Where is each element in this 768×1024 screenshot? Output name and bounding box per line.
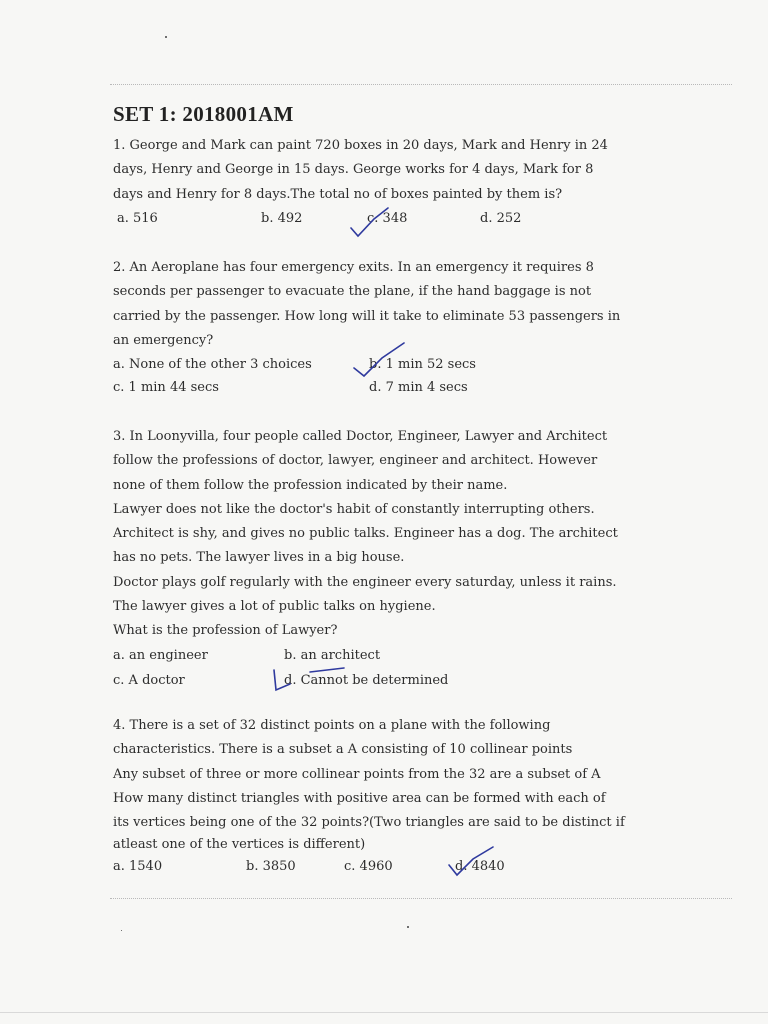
question-text-line: How many distinct triangles with positive area can be formed with each of (113, 790, 606, 806)
question-2 (113, 256, 673, 399)
question-text-line: Doctor plays golf regularly with the engineer every saturday, unless it rains. (113, 574, 617, 590)
option-b[interactable]: b. 492 (261, 210, 303, 226)
question-text-line: none of them follow the profession indicated by their name. (113, 477, 508, 493)
page-title: SET 1: 2018001AM (113, 102, 294, 126)
question-text-line: days and Henry for 8 days.The total no of boxes painted by them is? (113, 186, 563, 202)
question-text-line: 3. In Loonyvilla, four people called Doctor, Engineer, Lawyer and Architect (113, 429, 608, 444)
question-text-line: carried by the passenger. How long will it take to eliminate 53 passengers in (113, 308, 621, 324)
question-3 (113, 425, 673, 694)
option-c[interactable]: c. 4960 (344, 859, 393, 875)
bottom-rule (110, 898, 732, 899)
option-d[interactable]: d. Cannot be determined (284, 672, 449, 688)
option-a[interactable]: a. an engineer (113, 647, 208, 663)
question-text-line: What is the profession of Lawyer? (113, 623, 338, 639)
question-1 (113, 134, 673, 231)
options-row (113, 644, 673, 669)
question-4 (113, 714, 673, 879)
top-rule (110, 84, 732, 85)
question-text-line: Any subset of three or more collinear points from the 32 are a subset of A (113, 766, 601, 782)
question-text-line: days, Henry and George in 15 days. George works for 4 days, Mark for 8 (113, 162, 594, 178)
speck-mark (165, 36, 167, 38)
option-c[interactable]: c. 1 min 44 secs (113, 380, 219, 396)
page-edge (0, 1012, 768, 1013)
option-b[interactable]: b. 3850 (246, 859, 296, 875)
option-d[interactable]: d. 7 min 4 secs (369, 380, 468, 396)
question-text-line: atleast one of the vertices is different) (113, 837, 366, 853)
options-row (113, 855, 673, 879)
question-text-line: seconds per passenger to evacuate the plane, if the hand baggage is not (113, 284, 592, 300)
question-text-line: an emergency? (113, 332, 214, 348)
question-text-line: The lawyer gives a lot of public talks on hygiene. (113, 599, 436, 615)
question-text-line: 2. An Aeroplane has four emergency exits. In an emergency it requires 8 (113, 260, 594, 275)
option-a[interactable]: a. None of the other 3 choices (113, 357, 312, 373)
question-text-line: its vertices being one of the 32 points?(Two triangles are said to be distinct if (113, 815, 625, 831)
option-a[interactable]: a. 1540 (113, 859, 163, 875)
speck-mark (407, 926, 409, 928)
speck-mark (121, 930, 122, 931)
question-text-line: 1. George and Mark can paint 720 boxes in 20 days, Mark and Henry in 24 (113, 138, 608, 153)
question-text-line: characteristics. There is a subset a A consisting of 10 collinear points (113, 742, 573, 758)
options-row (113, 353, 673, 376)
option-c[interactable]: c. A doctor (113, 672, 185, 688)
options-row (113, 207, 673, 231)
option-d[interactable]: d. 4840 (455, 859, 505, 875)
question-text-line: follow the professions of doctor, lawyer, engineer and architect. However (113, 453, 598, 469)
question-text-line: Architect is shy, and gives no public talks. Engineer has a dog. The architect (113, 526, 618, 542)
option-b[interactable]: b. an architect (284, 647, 381, 663)
question-text-line: has no pets. The lawyer lives in a big house. (113, 550, 405, 566)
option-a[interactable]: a. 516 (117, 210, 158, 226)
options-row (113, 376, 673, 399)
option-d[interactable]: d. 252 (480, 210, 522, 226)
option-b[interactable]: b. 1 min 52 secs (369, 357, 476, 373)
question-text-line: Lawyer does not like the doctor's habit of constantly interrupting others. (113, 501, 595, 517)
options-row (113, 669, 673, 694)
option-c[interactable]: c. 348 (367, 210, 408, 226)
question-text-line: 4. There is a set of 32 distinct points on a plane with the following (113, 718, 551, 733)
